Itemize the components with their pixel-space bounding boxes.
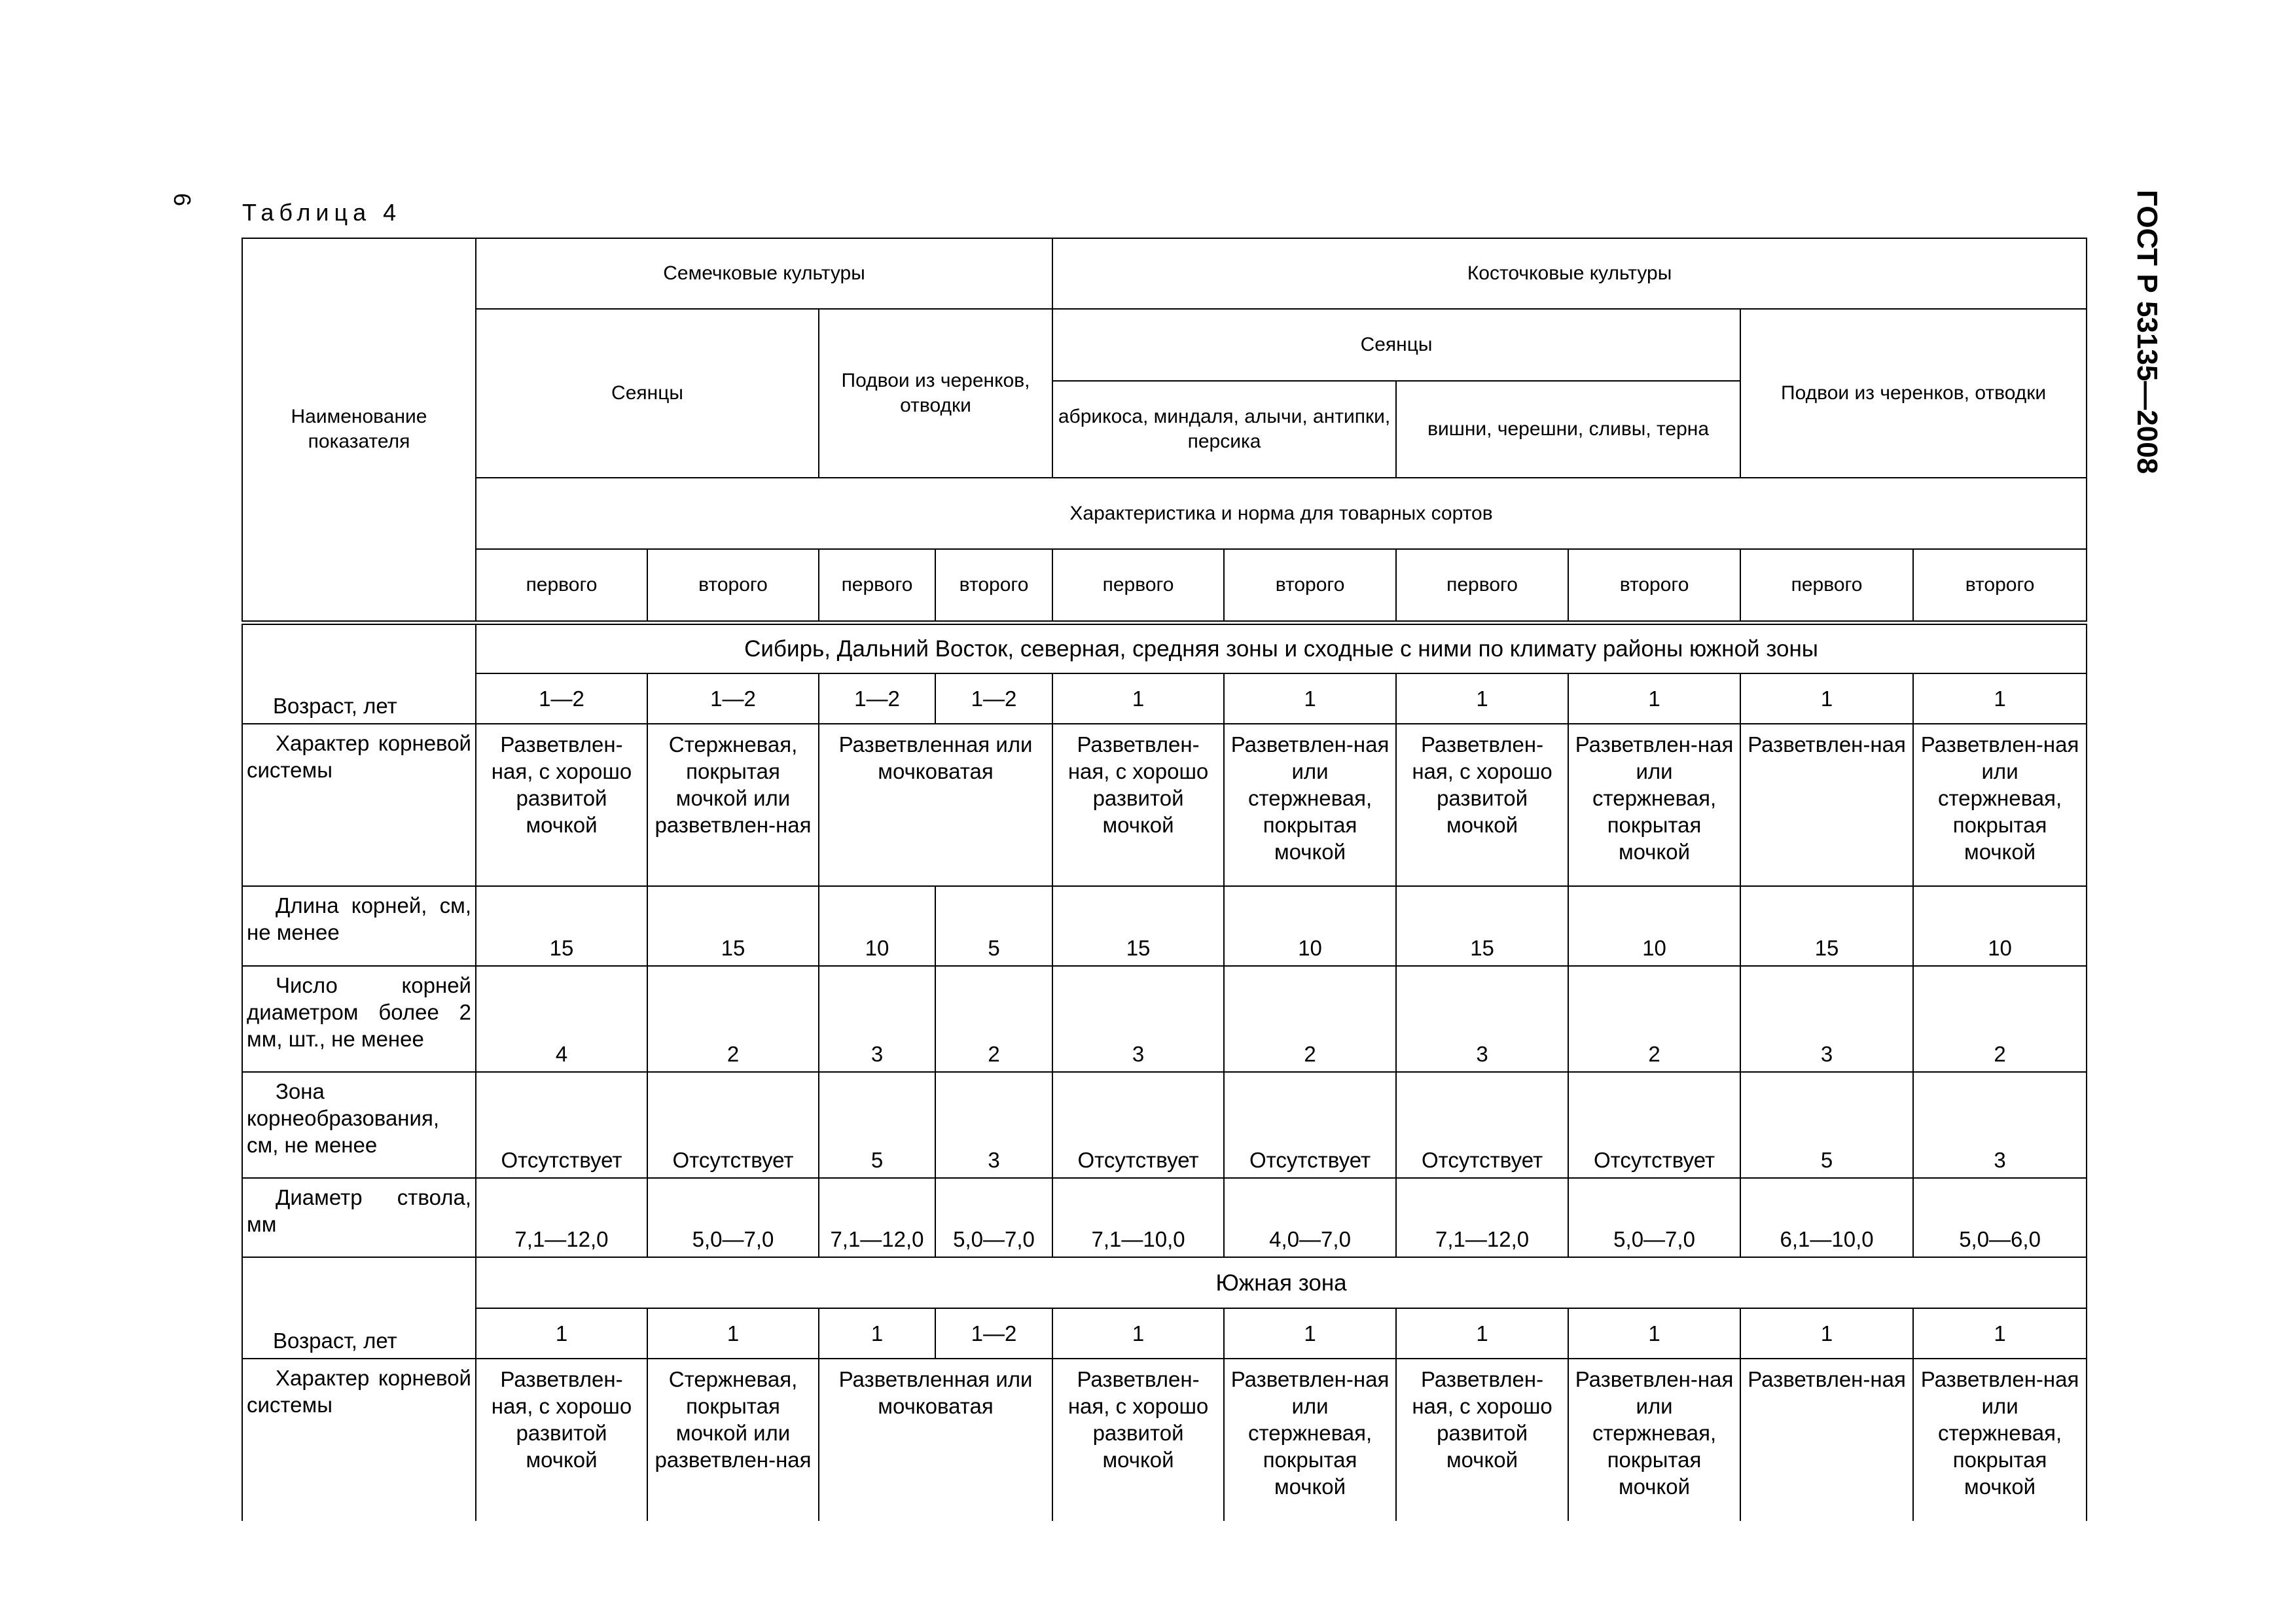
age-cell: 1—2 (476, 673, 647, 724)
root-zone-cell: 3 (935, 1072, 1052, 1178)
root-cell: Разветвлен-ная (1740, 1359, 1913, 1521)
root-cell: Разветвлен-ная, с хорошо развитой мочкой (1396, 1359, 1568, 1521)
length-cell: 10 (819, 886, 935, 966)
row-label-age: Возраст, лет (242, 622, 476, 724)
root-cell: Разветвлен-ная или стержневая, покрытая мочкой (1224, 1359, 1396, 1521)
count-cell: 3 (1396, 966, 1568, 1072)
age-cell: 1—2 (935, 673, 1052, 724)
header-cherry-group: вишни, черешни, сливы, терна (1396, 381, 1740, 478)
age-cell: 1 (1568, 673, 1740, 724)
root-zone-cell: Отсутствует (1396, 1072, 1568, 1178)
row-label-root-zone (242, 1072, 476, 1178)
header-grade: второго (1913, 549, 2087, 622)
count-cell: 3 (1740, 966, 1913, 1072)
header-grade: первого (819, 549, 935, 622)
age-cell: 1 (1052, 1308, 1224, 1359)
header-apricot-group: абрикоса, миндаля, алычи, антипки, персика (1052, 381, 1396, 478)
count-cell: 3 (1052, 966, 1224, 1072)
root-zone-cell: Отсутствует (476, 1072, 647, 1178)
diameter-cell: 7,1—12,0 (476, 1178, 647, 1257)
header-grade: второго (1224, 549, 1396, 622)
row-label-root-system (242, 724, 476, 886)
root-cell: Стержневая, покрытая мочкой или разветвлен-ная (647, 724, 819, 886)
row-label-text: Характер корневой системы (247, 731, 471, 782)
count-cell: 3 (819, 966, 935, 1072)
diameter-cell: 4,0—7,0 (1224, 1178, 1396, 1257)
root-zone-cell: Отсутствует (647, 1072, 819, 1178)
age-cell: 1 (1052, 673, 1224, 724)
length-cell: 15 (647, 886, 819, 966)
age-cell: 1—2 (647, 673, 819, 724)
count-cell: 2 (1568, 966, 1740, 1072)
root-zone-cell: Отсутствует (1568, 1072, 1740, 1178)
diameter-cell: 5,0—6,0 (1913, 1178, 2087, 1257)
root-zone-cell: 5 (819, 1072, 935, 1178)
row-label-root-count (242, 966, 476, 1072)
row-label-text: Число корней диаметром более 2 мм, шт., не менее (247, 973, 471, 1051)
root-cell: Разветвлен-ная, с хорошо развитой мочкой (1052, 724, 1224, 886)
length-cell: 10 (1568, 886, 1740, 966)
row-label-trunk-diameter (242, 1178, 476, 1257)
header-stone-seedlings: Сеянцы (1052, 309, 1740, 381)
diameter-cell: 7,1—10,0 (1052, 1178, 1224, 1257)
count-cell: 2 (1224, 966, 1396, 1072)
header-grade: второго (647, 549, 819, 622)
root-cell: Разветвлен-ная или стержневая, покрытая мочкой (1224, 724, 1396, 886)
header-grade: первого (1052, 549, 1224, 622)
count-cell: 2 (647, 966, 819, 1072)
zone-title: Сибирь, Дальний Восток, северная, средняя зоны и сходные с ними по климату районы южной зоны (476, 622, 2087, 673)
root-zone-cell: Отсутствует (1052, 1072, 1224, 1178)
diameter-cell: 5,0—7,0 (935, 1178, 1052, 1257)
header-indicator: Наименование показателя (242, 238, 476, 622)
root-cell: Разветвлен-ная, с хорошо развитой мочкой (1052, 1359, 1224, 1521)
root-cell: Разветвлен-ная или стержневая, покрытая мочкой (1913, 1359, 2087, 1521)
age-cell: 1 (1740, 1308, 1913, 1359)
age-cell: 1—2 (819, 673, 935, 724)
diameter-cell: 5,0—7,0 (647, 1178, 819, 1257)
count-cell: 4 (476, 966, 647, 1072)
root-cell: Разветвлен-ная (1740, 724, 1913, 886)
age-cell: 1 (476, 1308, 647, 1359)
root-zone-cell: Отсутствует (1224, 1072, 1396, 1178)
age-cell: 1—2 (935, 1308, 1052, 1359)
root-cell: Разветвлен-ная или стержневая, покрытая мочкой (1568, 1359, 1740, 1521)
length-cell: 10 (1224, 886, 1396, 966)
age-cell: 1 (819, 1308, 935, 1359)
root-cell: Разветвлен-ная, с хорошо развитой мочкой (476, 1359, 647, 1521)
age-cell: 1 (1568, 1308, 1740, 1359)
header-pome-seedlings: Сеянцы (476, 309, 819, 478)
row-label-text: Характер корневой системы (247, 1366, 471, 1417)
length-cell: 5 (935, 886, 1052, 966)
count-cell: 2 (1913, 966, 2087, 1072)
header-grade: первого (1396, 549, 1568, 622)
root-cell: Разветвленная или мочковатая (819, 724, 1052, 886)
length-cell: 15 (1396, 886, 1568, 966)
row-label-root-length (242, 886, 476, 966)
header-grade: первого (476, 549, 647, 622)
row-label-text: Зона корнеобразования, см, не менее (247, 1079, 440, 1157)
age-cell: 1 (1396, 1308, 1568, 1359)
requirements-table (242, 238, 2087, 1521)
row-label-text: Длина корней, см, не менее (247, 893, 471, 944)
length-cell: 15 (476, 886, 647, 966)
row-label-text: Диаметр ствола, мм (247, 1185, 471, 1236)
diameter-cell: 7,1—12,0 (1396, 1178, 1568, 1257)
header-stone-rootstocks: Подвои из черенков, отводки (1740, 309, 2087, 478)
length-cell: 15 (1052, 886, 1224, 966)
page-number: 6 (169, 192, 196, 207)
header-stone: Косточковые культуры (1052, 238, 2087, 309)
diameter-cell: 6,1—10,0 (1740, 1178, 1913, 1257)
header-pome-rootstocks: Подвои из черенков, отводки (819, 309, 1052, 478)
root-cell: Разветвлен-ная или стержневая, покрытая мочкой (1913, 724, 2087, 886)
diameter-cell: 5,0—7,0 (1568, 1178, 1740, 1257)
age-cell: 1 (1913, 673, 2087, 724)
header-pome: Семечковые культуры (476, 238, 1052, 309)
length-cell: 10 (1913, 886, 2087, 966)
root-zone-cell: 3 (1913, 1072, 2087, 1178)
header-grade: первого (1740, 549, 1913, 622)
root-cell: Разветвлен-ная или стержневая, покрытая мочкой (1568, 724, 1740, 886)
age-cell: 1 (1224, 1308, 1396, 1359)
root-cell: Стержневая, покрытая мочкой или разветвлен-ная (647, 1359, 819, 1521)
age-cell: 1 (647, 1308, 819, 1359)
standard-id: ГОСТ Р 53135—2008 (2131, 190, 2163, 474)
header-norm: Характеристика и норма для товарных сортов (476, 478, 2087, 549)
diameter-cell: 7,1—12,0 (819, 1178, 935, 1257)
header-grade: второго (935, 549, 1052, 622)
length-cell: 15 (1740, 886, 1913, 966)
root-cell: Разветвлен-ная, с хорошо развитой мочкой (1396, 724, 1568, 886)
age-cell: 1 (1224, 673, 1396, 724)
root-cell: Разветвленная или мочковатая (819, 1359, 1052, 1521)
age-cell: 1 (1740, 673, 1913, 724)
age-cell: 1 (1396, 673, 1568, 724)
row-label-age: Возраст, лет (242, 1257, 476, 1359)
root-zone-cell: 5 (1740, 1072, 1913, 1178)
row-label-root-system (242, 1359, 476, 1521)
root-cell: Разветвлен-ная, с хорошо развитой мочкой (476, 724, 647, 886)
table-label: Таблица 4 (242, 199, 402, 226)
count-cell: 2 (935, 966, 1052, 1072)
age-cell: 1 (1913, 1308, 2087, 1359)
zone-title: Южная зона (476, 1257, 2087, 1308)
header-grade: второго (1568, 549, 1740, 622)
